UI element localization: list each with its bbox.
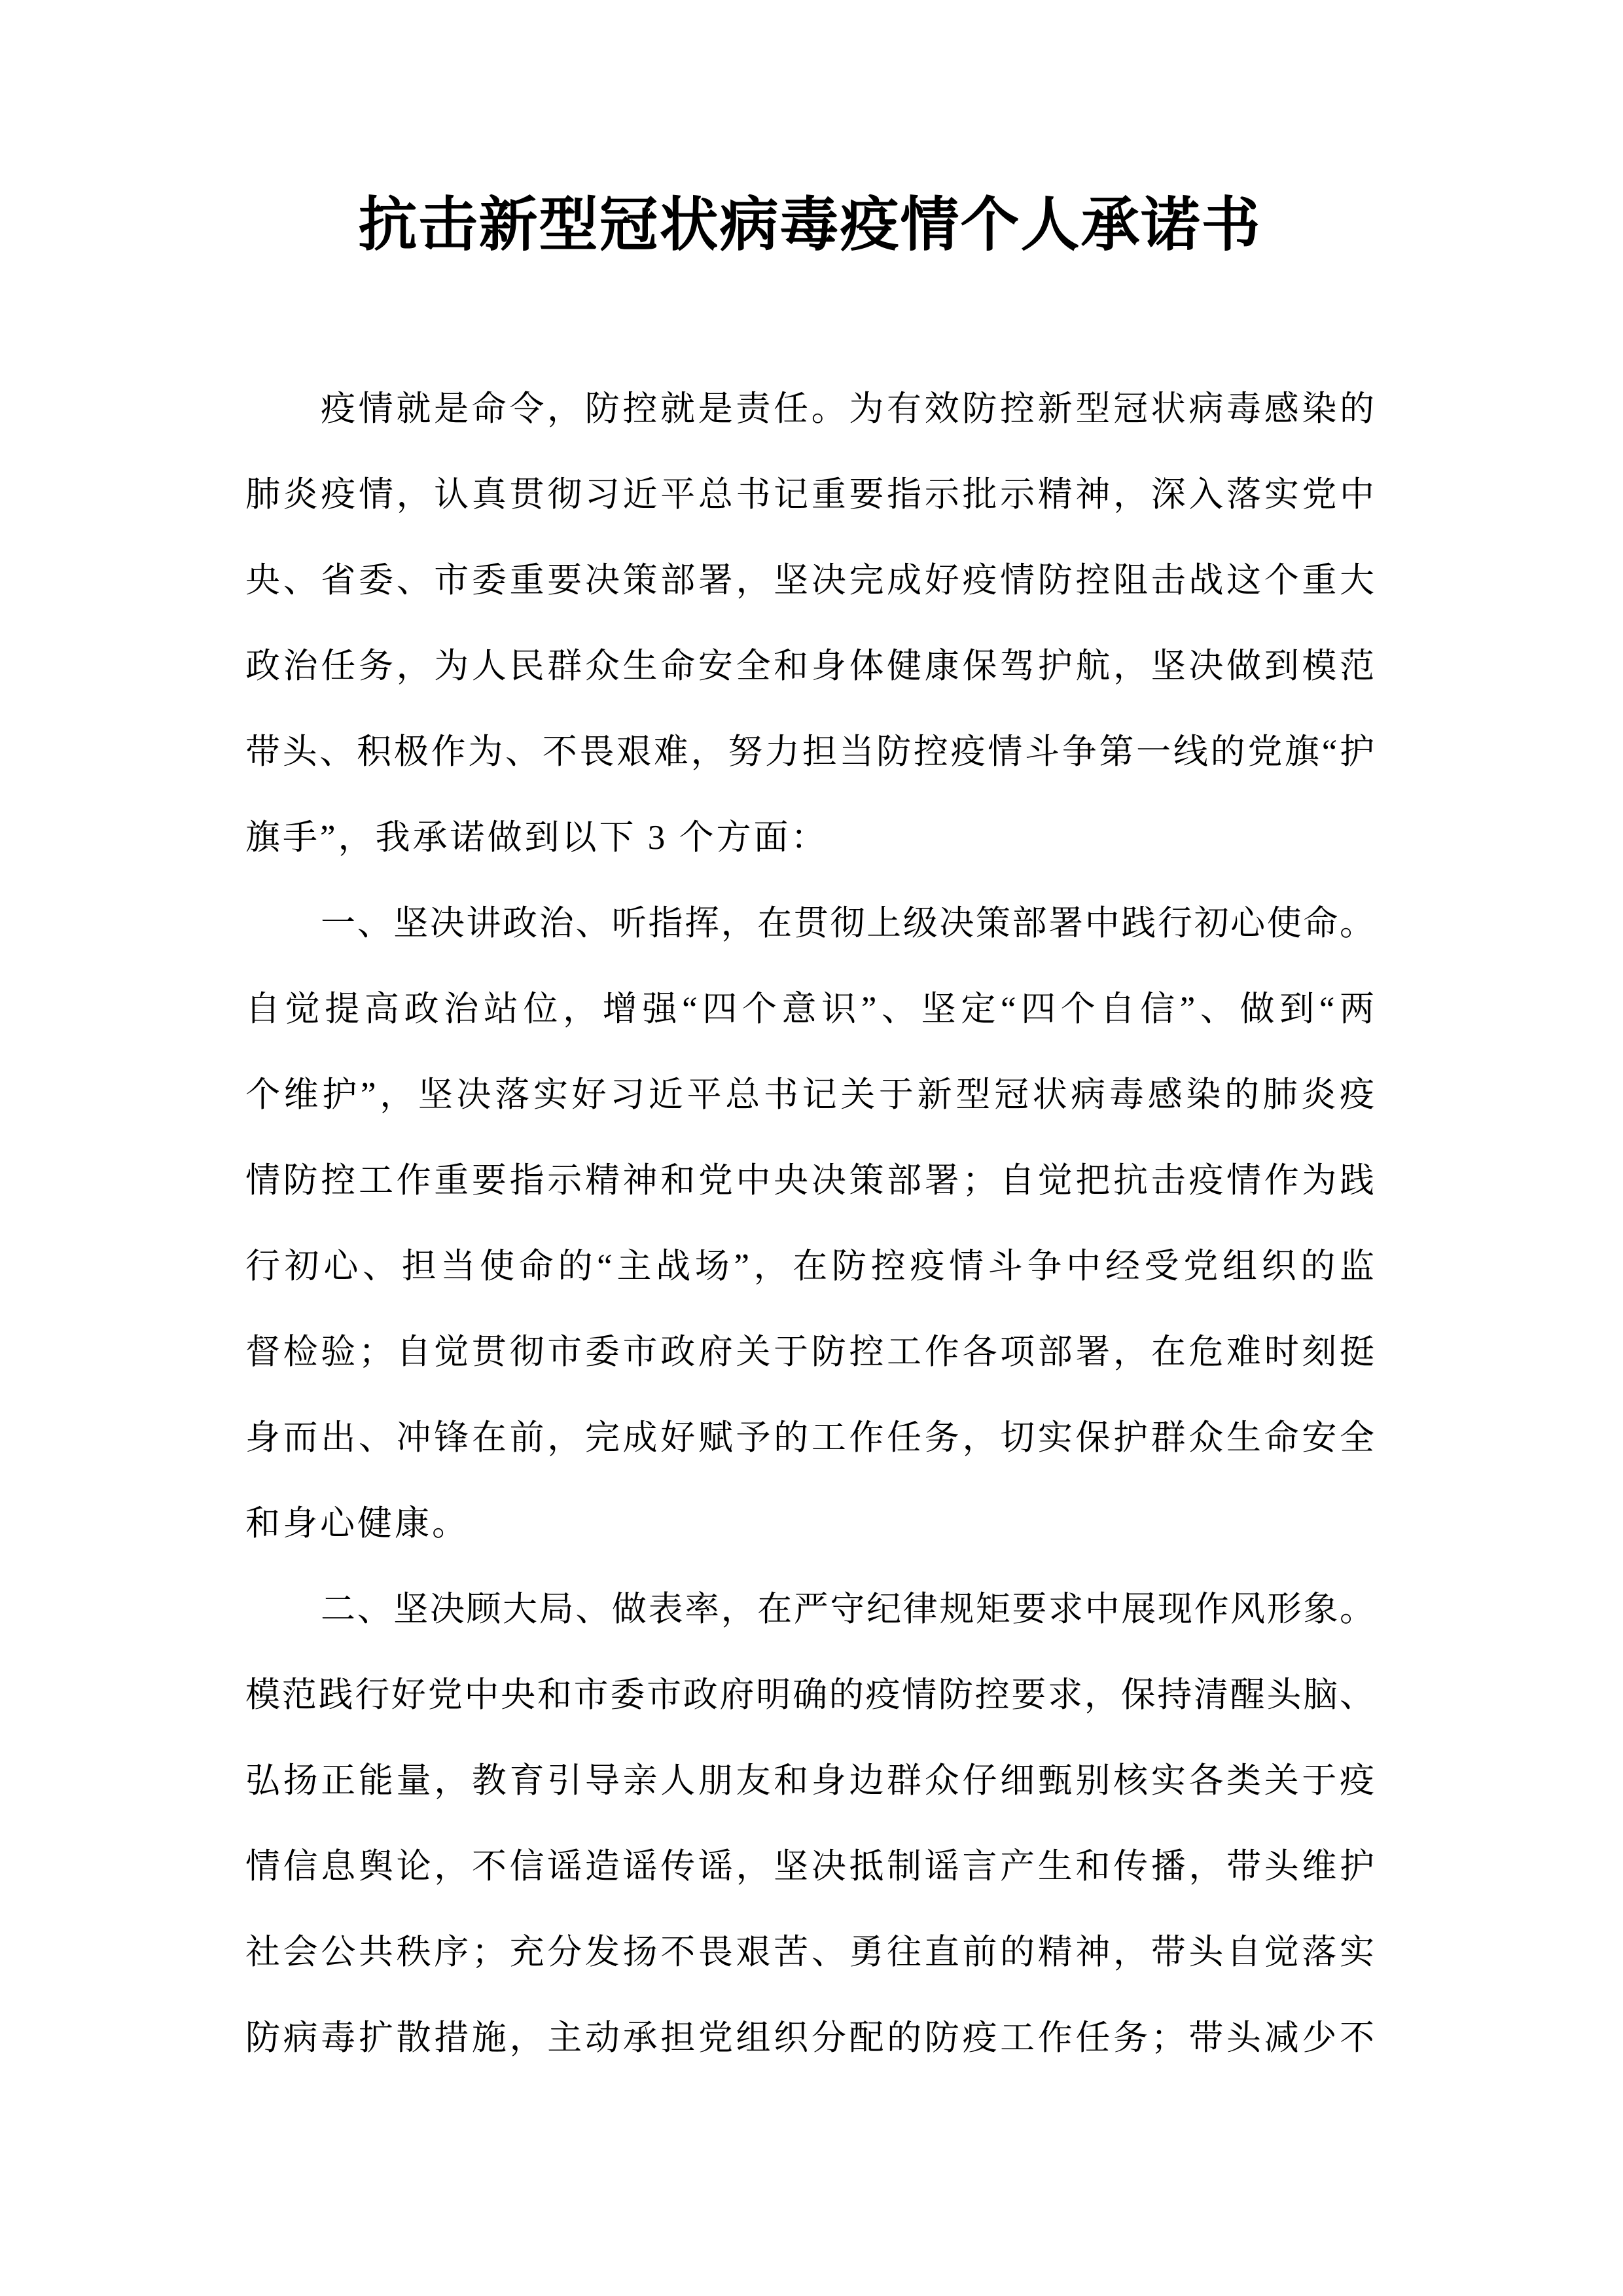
text-line: 弘扬正能量，教育引导亲人朋友和身边群众仔细甄别核实各类关于疫 xyxy=(245,1762,1374,1800)
paragraph xyxy=(245,1567,1374,2081)
text-line: 政治任务，为人民群众生命安全和身体健康保驾护航，坚决做到模范 xyxy=(245,647,1374,685)
text-line: 个维护”，坚决落实好习近平总书记关于新型冠状病毒感染的肺炎疫 xyxy=(245,1076,1374,1114)
text-line: 社会公共秩序；充分发扬不畏艰苦、勇往直前的精神，带头自觉落实 xyxy=(245,1933,1374,1971)
text-line: 央、省委、市委重要决策部署，坚决完成好疫情防控阻击战这个重大 xyxy=(245,562,1374,600)
text-line: 肺炎疫情，认真贯彻习近平总书记重要指示批示精神，深入落实党中 xyxy=(245,476,1374,514)
document-body xyxy=(245,367,1374,2081)
text-line: 防病毒扩散措施，主动承担党组织分配的防疫工作任务；带头减少不 xyxy=(245,2019,1374,2057)
page-title: 抗击新型冠状病毒疫情个人承诺书 xyxy=(358,193,1262,258)
text-line: 情信息舆论，不信谣造谣传谣，坚决抵制谣言产生和传播，带头维护 xyxy=(245,1848,1374,1886)
paragraph xyxy=(245,367,1374,881)
text-line: 疫情就是命令，防控就是责任。为有效防控新型冠状病毒感染的 xyxy=(321,390,1374,428)
text-line: 带头、积极作为、不畏艰难，努力担当防控疫情斗争第一线的党旗“护 xyxy=(245,733,1374,771)
text-line: 二、坚决顾大局、做表率，在严守纪律规矩要求中展现作风形象。 xyxy=(321,1590,1374,1628)
text-line: 旗手”，我承诺做到以下 3 个方面： xyxy=(245,819,829,857)
text-line: 自觉提高政治站位，增强“四个意识”、坚定“四个自信”、做到“两 xyxy=(245,990,1374,1028)
paragraph xyxy=(245,881,1374,1567)
text-line: 身而出、冲锋在前，完成好赋予的工作任务，切实保护群众生命安全 xyxy=(245,1419,1374,1457)
text-line: 模范践行好党中央和市委市政府明确的疫情防控要求，保持清醒头脑、 xyxy=(245,1676,1374,1714)
text-line: 情防控工作重要指示精神和党中央决策部署；自觉把抗击疫情作为践 xyxy=(245,1162,1374,1200)
text-line: 和身心健康。 xyxy=(245,1505,469,1543)
text-line: 督检验；自觉贯彻市委市政府关于防控工作各项部署，在危难时刻挺 xyxy=(245,1333,1374,1371)
text-line: 一、坚决讲政治、听指挥，在贯彻上级决策部署中践行初心使命。 xyxy=(321,905,1374,942)
text-line: 行初心、担当使命的“主战场”，在防控疫情斗争中经受党组织的监 xyxy=(245,1247,1374,1285)
